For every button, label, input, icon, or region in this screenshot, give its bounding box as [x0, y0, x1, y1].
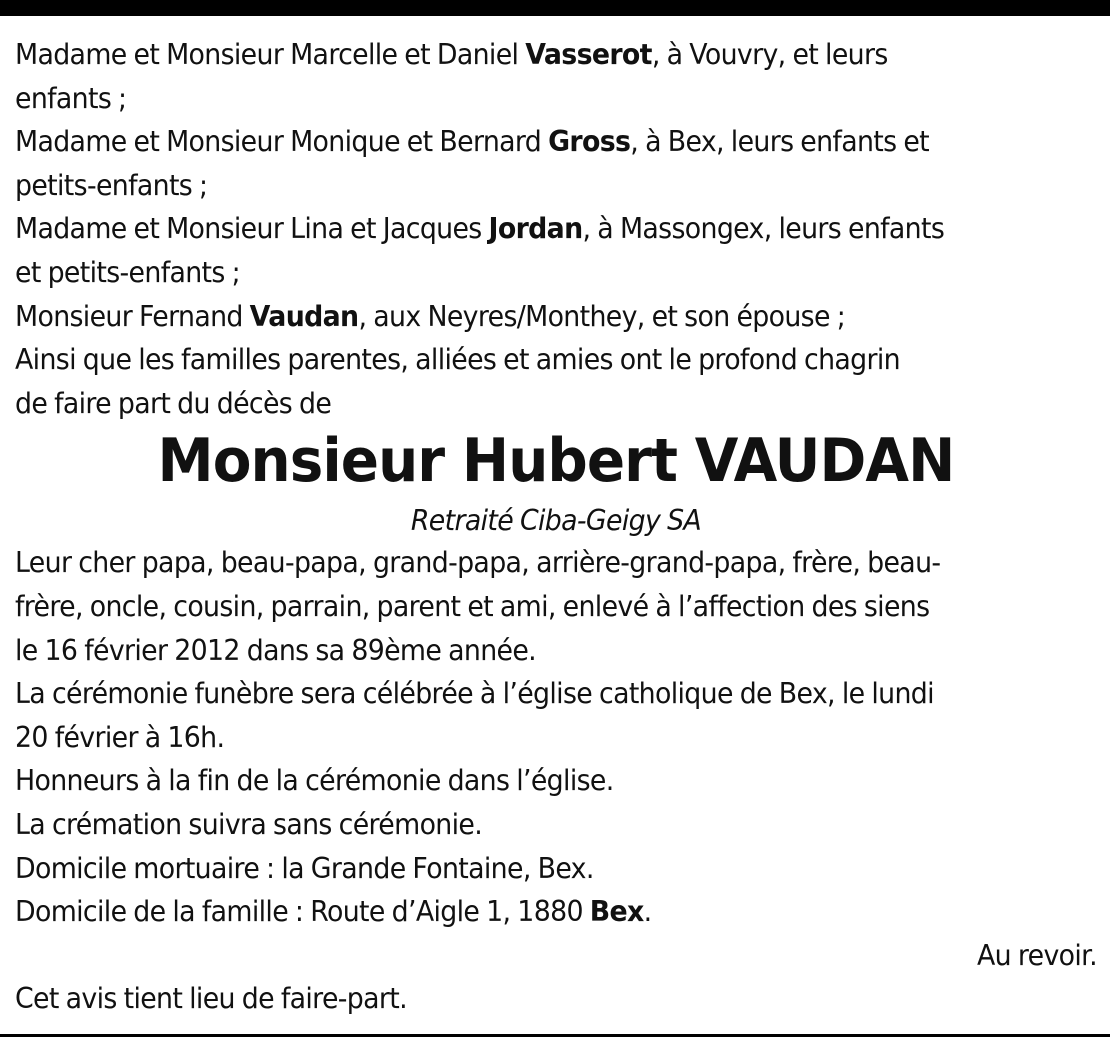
text: Ainsi que les familles parentes, alliées et amies ont le profond chagrin: [15, 343, 900, 377]
family-surname: Jordan: [488, 212, 583, 246]
text: , à Vouvry, et leurs: [651, 38, 888, 71]
text: Madame et Monsieur Lina et Jacques: [15, 212, 489, 246]
family-surname: Vaudan: [249, 299, 359, 333]
body-line: La cérémonie funèbre sera célébrée à l’église catholique de Bex, le lundi: [15, 677, 934, 711]
text: Monsieur Fernand: [15, 299, 250, 333]
family-line: [15, 382, 1097, 426]
family-line: [15, 33, 1097, 77]
deceased-profession: Retraité Ciba-Geigy SA: [410, 504, 702, 538]
body-line: La crémation suivra sans cérémonie.: [15, 807, 483, 841]
farewell: Au revoir.: [976, 938, 1097, 972]
body-line: Domicile mortuaire : la Grande Fontaine, Bex.: [15, 851, 594, 885]
text: , aux Neyres/Monthey, et son épouse ;: [358, 299, 846, 333]
text: Domicile de la famille : Route d’Aigle 1, 1880: [15, 895, 590, 929]
text: , à Bex, leurs enfants et: [630, 125, 930, 159]
family-line: [15, 164, 1097, 208]
obituary-notice: [15, 33, 1097, 1021]
body-line: le 16 février 2012 dans sa 89ème année.: [15, 633, 537, 667]
family-line: [15, 77, 1097, 121]
top-rule: [0, 0, 1110, 16]
bottom-rule: [0, 1034, 1110, 1037]
family-surname: Gross: [548, 125, 631, 159]
family-line: [15, 338, 1097, 382]
text: de faire part du décès de: [15, 386, 332, 420]
body-line: Leur cher papa, beau-papa, grand-papa, arrière-grand-papa, frère, beau-: [15, 546, 941, 580]
family-line: [15, 120, 1097, 164]
family-address: [15, 890, 1097, 934]
text: petits-enfants ;: [15, 168, 208, 202]
body-line: 20 février à 16h.: [15, 720, 225, 754]
address-town: Bex: [589, 895, 644, 929]
text: Madame et Monsieur Marcelle et Daniel: [15, 38, 526, 71]
text: Madame et Monsieur Monique et Bernard: [15, 125, 549, 159]
closing-note: Cet avis tient lieu de faire-part.: [15, 982, 407, 1016]
text: enfants ;: [15, 81, 127, 115]
family-surname: Vasserot: [525, 38, 652, 71]
deceased-name: Monsieur Hubert VAUDAN: [157, 426, 955, 497]
text: , à Massongex, leurs enfants: [582, 212, 945, 246]
text: et petits-enfants ;: [15, 255, 240, 289]
family-line: [15, 295, 1097, 339]
body-line: frère, oncle, cousin, parrain, parent et ami, enlevé à l’affection des siens: [15, 589, 930, 623]
body-line: Honneurs à la fin de la cérémonie dans l’église.: [15, 764, 614, 798]
family-line: [15, 251, 1097, 295]
family-line: [15, 207, 1097, 251]
text: .: [643, 895, 652, 929]
